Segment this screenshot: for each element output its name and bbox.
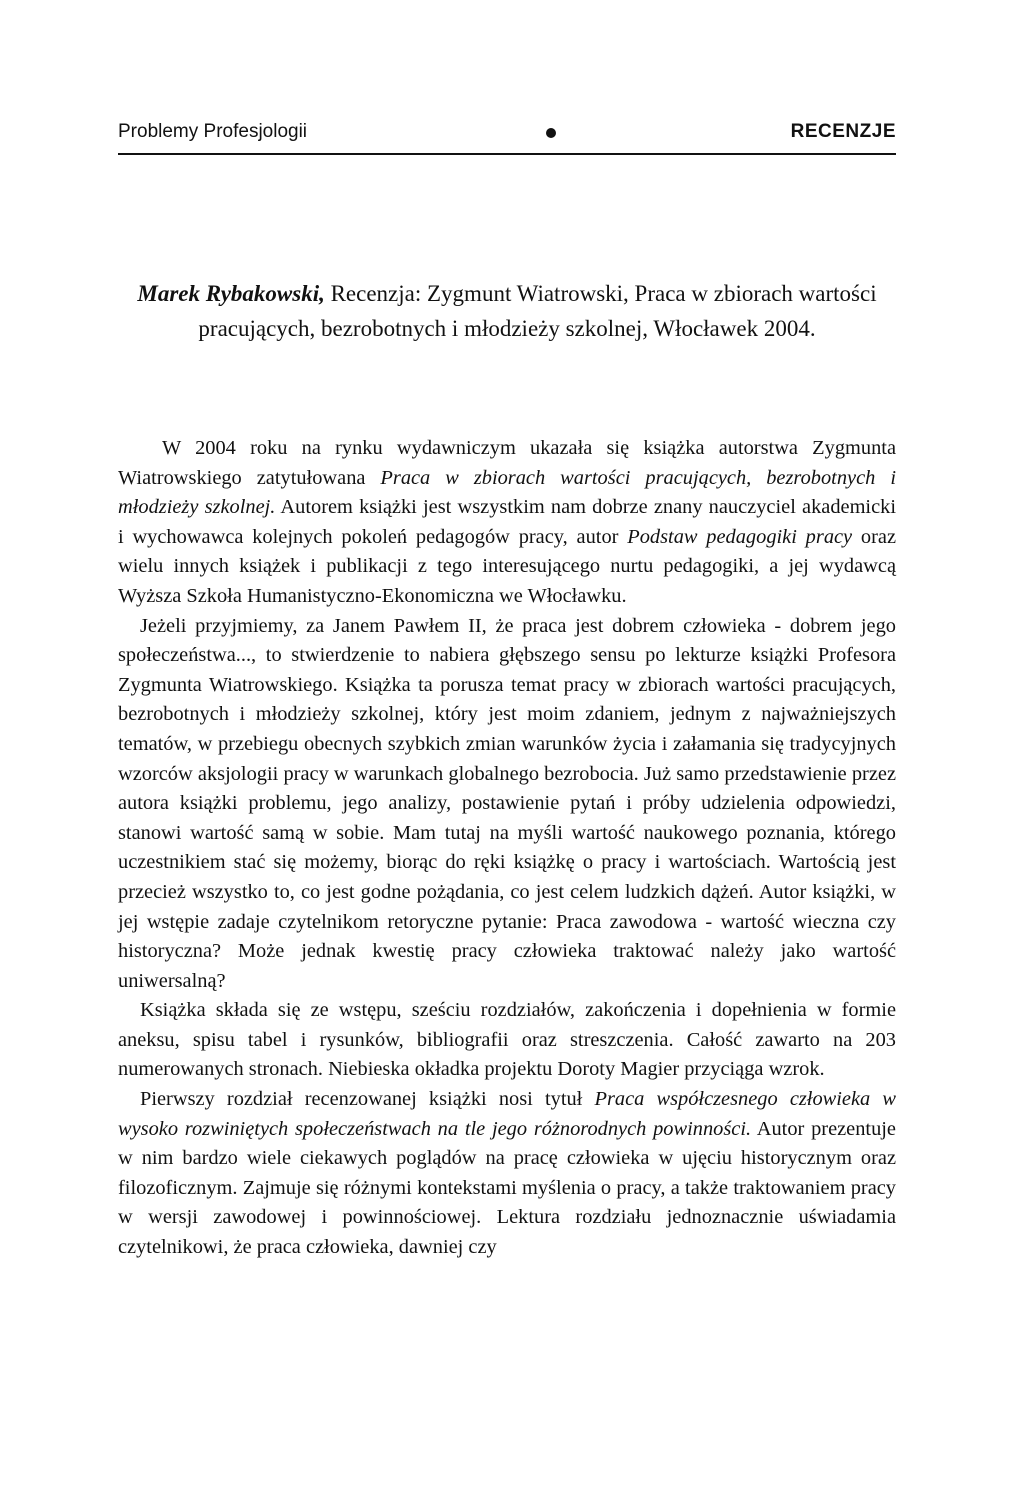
journal-title: Problemy Profesjologii	[118, 121, 308, 142]
paragraph-4-text-a: Pierwszy rozdział recenzowanej książki nosi tytuł	[140, 1088, 595, 1111]
paragraph-1-text-e: oraz wielu innych książek i publikacji z tego interesującego nurtu pedagogiki, a jej wydawcą Wyższa Szkoła Humanistyczno-Ekonomiczna we Włocławku.	[118, 525, 897, 607]
running-header	[118, 118, 896, 148]
paragraph-1-text-a: W 2004 roku na rynku wydawniczym ukazała się książka autorstwa Zygmunta Wiatrowskiego zatytułowana	[118, 437, 896, 489]
paragraph-1	[118, 434, 896, 612]
review-title	[118, 276, 896, 346]
review-body	[118, 434, 896, 1263]
section-title: RECENZJE	[790, 121, 896, 142]
chapter-title-italic: Praca współczesnego człowieka w wysoko rozwiniętych społeczeństwach na tle jego różnorodnych powinności.	[118, 1088, 896, 1140]
paragraph-4-text-c: Autor prezentuje w nim bardzo wiele ciekawych poglądów na pracę człowieka w ujęciu historycznym oraz filozoficznym. Zajmuje się różnymi kontekstami myślenia o pracy, a także traktowaniem pracy w wersji zawodowej i powinnościowej. Lektura rozdziału jednoznacznie uświadamia czytelnikowi, że praca człowieka, dawniej czy	[118, 1117, 896, 1259]
review-author: Marek Rybakowski,	[137, 281, 325, 306]
book-title-italic: Praca w zbiorach wartości pracujących, bezrobotnych i młodzieży szkolnej.	[118, 466, 896, 519]
bullet-separator	[546, 128, 556, 138]
paragraph-3: Książka składa się ze wstępu, sześciu rozdziałów, zakończenia i dopełnienia w formie aneksu, spisu tabel i rysunków, bibliografii oraz streszczenia. Całość zawarto na 203 numerowanych stronach. Niebieska okładka projektu Doroty Magier przyciąga wzrok.	[118, 999, 896, 1081]
reviewed-book: Recenzja: Zygmunt Wiatrowski, Praca w zbiorach wartości pracujących, bezrobotnych i młodzieży szkolnej, Włocławek 2004.	[198, 281, 877, 341]
header-rule	[118, 153, 896, 155]
paragraph-4	[118, 1085, 896, 1263]
paragraph-2: Jeżeli przyjmiemy, za Janem Pawłem II, że praca jest dobrem człowieka - dobrem jego społeczeństwa..., to stwierdzenie to nabiera głębszego sensu po lekturze książki Profesora Zygmunta Wiatrowskiego. Książka ta porusza temat pracy w zbiorach wartości pracujących, bezrobotnych i młodzieży szkolnej, który jest moim zdaniem, jednym z najważniejszych tematów, w przebiegu obecnych szybkich zmian warunków życia i załamania się tradycyjnych wzorców aksjologii pracy w warunkach globalnego bezrobocia. Już samo przedstawienie przez autora książki problemu, jego analizy, postawienie pytań i próby udzielenia odpowiedzi, stanowi wartość samą w sobie. Mam tutaj na myśli wartość naukowego poznania, którego uczestnikiem stać się możemy, biorąc do ręki książkę o pracy i wartościach. Wartością jest przecież wszystko to, co jest godne pożądania, co jest celem ludzkich dążeń. Autor książki, w jej wstępie zadaje czytelnikom retoryczne pytanie: Praca zawodowa - wartość wieczna czy historyczna? Może jednak kwestię pracy człowieka traktować należy jako wartość uniwersalną?	[118, 614, 896, 992]
paragraph-1-text-c: Autorem książki jest wszystkim nam dobrze znany nauczyciel akademicki i wychowawca kolejnych pokoleń pedagogów pracy, autor	[118, 496, 897, 548]
cited-book-italic: Podstaw pedagogiki pracy	[627, 525, 853, 548]
